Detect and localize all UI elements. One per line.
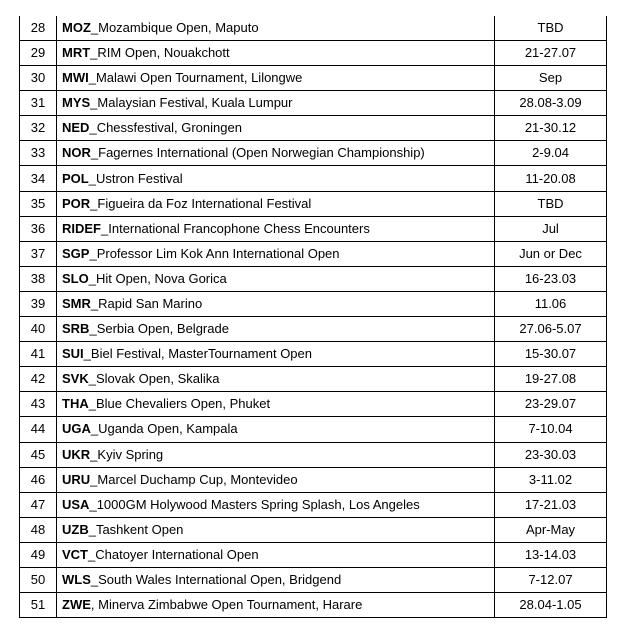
event-date: 23-30.03 <box>495 442 607 467</box>
code-separator: _ <box>89 321 97 337</box>
event-cell <box>57 542 495 567</box>
row-number: 31 <box>20 91 57 116</box>
event-date: 2-9.04 <box>495 141 607 166</box>
event-date: Jun or Dec <box>495 241 607 266</box>
event-cell <box>57 492 495 517</box>
row-number: 41 <box>20 342 57 367</box>
events-table <box>19 16 607 618</box>
event-date: 7-10.04 <box>495 417 607 442</box>
event-name: Chatoyer International Open <box>95 546 259 562</box>
country-code: URU <box>62 471 91 487</box>
country-code: MOZ <box>62 20 91 35</box>
event-date: 13-14.03 <box>495 542 607 567</box>
event-name: RIM Open, Nouakchott <box>97 45 230 61</box>
event-name: Blue Chevaliers Open, Phuket <box>95 396 271 412</box>
event-name: Biel Festival, MasterTournament Open <box>90 346 313 362</box>
event-name: Uganda Open, Kampala <box>98 421 238 437</box>
country-code: SUI <box>62 346 84 362</box>
event-name: Mozambique Open, Maputo <box>98 20 259 35</box>
row-number: 35 <box>20 191 57 216</box>
event-name: Ustron Festival <box>95 170 183 186</box>
code-separator: _ <box>90 471 98 487</box>
event-date: 28.04-1.05 <box>495 593 607 618</box>
event-name: Serbia Open, Belgrade <box>96 321 229 337</box>
row-number: 34 <box>20 166 57 191</box>
event-name: 1000GM Holywood Masters Spring Splash, Los Angeles <box>96 496 420 512</box>
table-row <box>20 41 607 66</box>
table-row <box>20 442 607 467</box>
event-cell <box>57 216 495 241</box>
event-date: 23-29.07 <box>495 392 607 417</box>
code-separator: _ <box>88 546 96 562</box>
event-name: International Francophone Chess Encounters <box>108 220 370 236</box>
row-number: 33 <box>20 141 57 166</box>
event-cell <box>57 191 495 216</box>
table-row <box>20 66 607 91</box>
code-separator: _ <box>90 20 99 35</box>
row-number: 49 <box>20 542 57 567</box>
table-row <box>20 116 607 141</box>
code-separator: _ <box>88 170 96 186</box>
code-separator: _ <box>90 295 99 311</box>
table-row <box>20 91 607 116</box>
table-row <box>20 517 607 542</box>
event-name: Fagernes International (Open Norwegian Championship) <box>98 145 425 161</box>
code-separator: _ <box>83 346 91 362</box>
event-cell <box>57 442 495 467</box>
code-separator: _ <box>90 421 99 437</box>
country-code: THA <box>62 396 89 412</box>
row-number: 45 <box>20 442 57 467</box>
event-date: TBD <box>495 191 607 216</box>
table-row <box>20 16 607 41</box>
event-name: Malawi Open Tournament, Lilongwe <box>95 70 303 86</box>
event-cell <box>57 517 495 542</box>
event-cell <box>57 241 495 266</box>
event-cell <box>57 392 495 417</box>
table-row <box>20 417 607 442</box>
code-separator: _ <box>88 396 96 412</box>
event-date: 21-30.12 <box>495 116 607 141</box>
event-cell <box>57 291 495 316</box>
code-separator: _ <box>90 145 99 161</box>
event-cell <box>57 166 495 191</box>
row-number: 32 <box>20 116 57 141</box>
country-code: USA <box>62 496 90 512</box>
event-cell <box>57 66 495 91</box>
event-name: Slovak Open, Skalika <box>95 371 220 387</box>
event-date: 11-20.08 <box>495 166 607 191</box>
table-row <box>20 216 607 241</box>
country-code: MWI <box>62 70 89 86</box>
code-separator: _ <box>88 371 96 387</box>
event-name: Figueira da Foz International Festival <box>97 195 312 211</box>
event-cell <box>57 417 495 442</box>
table-row <box>20 567 607 592</box>
code-separator: _ <box>89 245 97 261</box>
event-name: Malaysian Festival, Kuala Lumpur <box>97 95 293 111</box>
code-separator: _ <box>90 446 98 462</box>
row-number: 47 <box>20 492 57 517</box>
row-number: 29 <box>20 41 57 66</box>
row-number: 50 <box>20 567 57 592</box>
event-date: 3-11.02 <box>495 467 607 492</box>
row-number: 51 <box>20 593 57 618</box>
country-code: NED <box>62 120 90 136</box>
event-cell <box>57 367 495 392</box>
country-code: MYS <box>62 95 91 111</box>
code-separator: , <box>90 597 99 613</box>
event-cell <box>57 467 495 492</box>
table-row <box>20 542 607 567</box>
table-row <box>20 593 607 618</box>
event-date: 15-30.07 <box>495 342 607 367</box>
event-name: Rapid San Marino <box>98 295 203 311</box>
event-cell <box>57 342 495 367</box>
country-code: ZWE <box>62 597 91 613</box>
country-code: POR <box>62 195 91 211</box>
event-name: Minerva Zimbabwe Open Tournament, Harare <box>98 597 363 613</box>
event-cell <box>57 593 495 618</box>
event-cell <box>57 266 495 291</box>
event-cell <box>57 116 495 141</box>
row-number: 40 <box>20 317 57 342</box>
event-cell <box>57 41 495 66</box>
event-date: 21-27.07 <box>495 41 607 66</box>
row-number: 44 <box>20 417 57 442</box>
row-number: 28 <box>20 16 57 41</box>
event-name: Chessfestival, Groningen <box>96 120 242 136</box>
event-date: 17-21.03 <box>495 492 607 517</box>
event-date: Apr-May <box>495 517 607 542</box>
country-code: RIDEF <box>62 220 101 236</box>
event-name: Professor Lim Kok Ann International Open <box>96 245 340 261</box>
row-number: 42 <box>20 367 57 392</box>
event-date: 7-12.07 <box>495 567 607 592</box>
table-row <box>20 342 607 367</box>
code-separator: _ <box>89 120 97 136</box>
table-row <box>20 266 607 291</box>
table-row <box>20 166 607 191</box>
event-name: South Wales International Open, Bridgend <box>98 572 342 588</box>
row-number: 36 <box>20 216 57 241</box>
row-number: 37 <box>20 241 57 266</box>
country-code: UKR <box>62 446 91 462</box>
event-cell <box>57 141 495 166</box>
country-code: SVK <box>62 371 89 387</box>
event-date: 27.06-5.07 <box>495 317 607 342</box>
event-cell <box>57 16 495 41</box>
row-number: 38 <box>20 266 57 291</box>
row-number: 39 <box>20 291 57 316</box>
event-date: TBD <box>495 16 607 41</box>
code-separator: _ <box>88 521 96 537</box>
event-date: Jul <box>495 216 607 241</box>
code-separator: _ <box>90 45 98 61</box>
event-date: 19-27.08 <box>495 367 607 392</box>
event-name: Kyiv Spring <box>97 446 164 462</box>
table-row <box>20 492 607 517</box>
row-number: 30 <box>20 66 57 91</box>
table-row <box>20 291 607 316</box>
table-row <box>20 467 607 492</box>
event-date: 28.08-3.09 <box>495 91 607 116</box>
code-separator: _ <box>88 70 96 86</box>
row-number: 43 <box>20 392 57 417</box>
country-code: SLO <box>62 270 89 286</box>
table-row <box>20 367 607 392</box>
table-row <box>20 317 607 342</box>
event-name: Tashkent Open <box>95 521 184 537</box>
event-cell <box>57 317 495 342</box>
event-cell <box>57 91 495 116</box>
event-date: Sep <box>495 66 607 91</box>
events-table-body <box>20 16 607 618</box>
event-cell <box>57 567 495 592</box>
table-row <box>20 241 607 266</box>
table-row <box>20 141 607 166</box>
event-date: 11.06 <box>495 291 607 316</box>
event-name: Hit Open, Nova Gorica <box>95 270 227 286</box>
row-number: 48 <box>20 517 57 542</box>
code-separator: _ <box>90 195 98 211</box>
event-name: Marcel Duchamp Cup, Montevideo <box>97 471 298 487</box>
country-code: SGP <box>62 245 90 261</box>
row-number: 46 <box>20 467 57 492</box>
code-separator: _ <box>89 496 97 512</box>
code-separator: _ <box>90 95 98 111</box>
country-code: WLS <box>62 572 91 588</box>
country-code: MRT <box>62 45 91 61</box>
code-separator: _ <box>88 270 96 286</box>
table-row <box>20 191 607 216</box>
country-code: POL <box>62 170 89 186</box>
code-separator: _ <box>90 572 99 588</box>
country-code: SRB <box>62 321 90 337</box>
event-date: 16-23.03 <box>495 266 607 291</box>
country-code: UZB <box>62 521 89 537</box>
country-code: VCT <box>62 546 88 562</box>
country-code: SMR <box>62 295 91 311</box>
country-code: NOR <box>62 145 91 161</box>
code-separator: _ <box>101 220 109 236</box>
table-row <box>20 392 607 417</box>
country-code: UGA <box>62 421 91 437</box>
